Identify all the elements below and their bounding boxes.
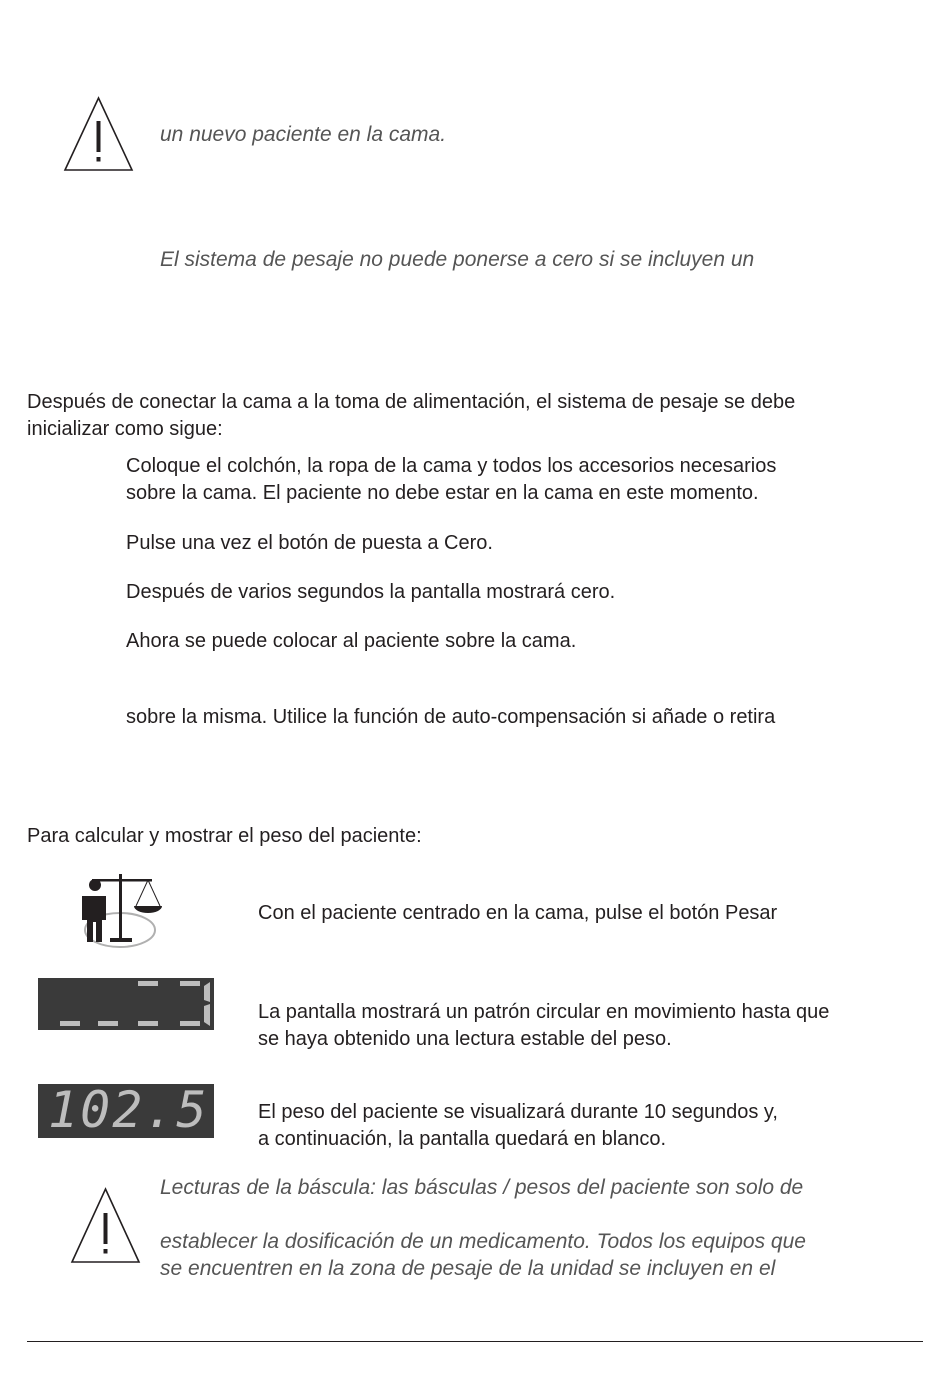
lcd-weight-value: 102.5 <box>48 1081 209 1139</box>
weighing-zero-note: El sistema de pesaje no puede ponerse a cero si se incluyen un <box>160 248 755 271</box>
weigh-step-1-text: Con el paciente centrado en la cama, pulse el botón Pesar <box>258 902 778 924</box>
init-step-4: Ahora se puede colocar al paciente sobre la cama. <box>126 630 577 652</box>
init-step-3: Después de varios segundos la pantalla mostrará cero. <box>126 581 616 603</box>
warning-triangle-icon <box>63 96 134 172</box>
init-note: sobre la misma. Utilice la función de auto-compensación si añade o retira <box>126 706 776 728</box>
init-intro: Después de conectar la cama a la toma de alimentación, el sistema de pesaje se debe inicializar como sigue: <box>27 391 796 440</box>
footer-divider <box>27 1341 923 1342</box>
init-step-2: Pulse una vez el botón de puesta a Cero. <box>126 532 493 554</box>
weigh-step-2-text: La pantalla mostrará un patrón circular en movimiento hasta que se haya obtenido una lectura estable del peso. <box>258 1001 830 1050</box>
lcd-weight-display-icon <box>38 1081 214 1139</box>
warning-2-line-1: Lecturas de la báscula: las básculas / pesos del paciente son solo de <box>160 1176 804 1199</box>
warning-triangle-icon <box>70 1187 141 1264</box>
warning-1-text: un nuevo paciente en la cama. <box>160 123 447 146</box>
lcd-rotating-pattern-icon <box>38 978 214 1030</box>
warning-2-line-2: establecer la dosificación de un medicamento. Todos los equipos que <box>160 1230 806 1253</box>
init-step-1: Coloque el colchón, la ropa de la cama y todos los accesorios necesarios sobre la cama. El paciente no debe estar en la cama en este momento. <box>126 455 777 504</box>
weigh-scale-patient-icon <box>72 870 167 950</box>
warning-2-line-3: se encuentren en la zona de pesaje de la unidad se incluyen en el <box>160 1257 776 1280</box>
weigh-intro: Para calcular y mostrar el peso del paciente: <box>27 825 422 847</box>
weigh-step-3-text: El peso del paciente se visualizará durante 10 segundos y, a continuación, la pantalla quedará en blanco. <box>258 1101 778 1150</box>
